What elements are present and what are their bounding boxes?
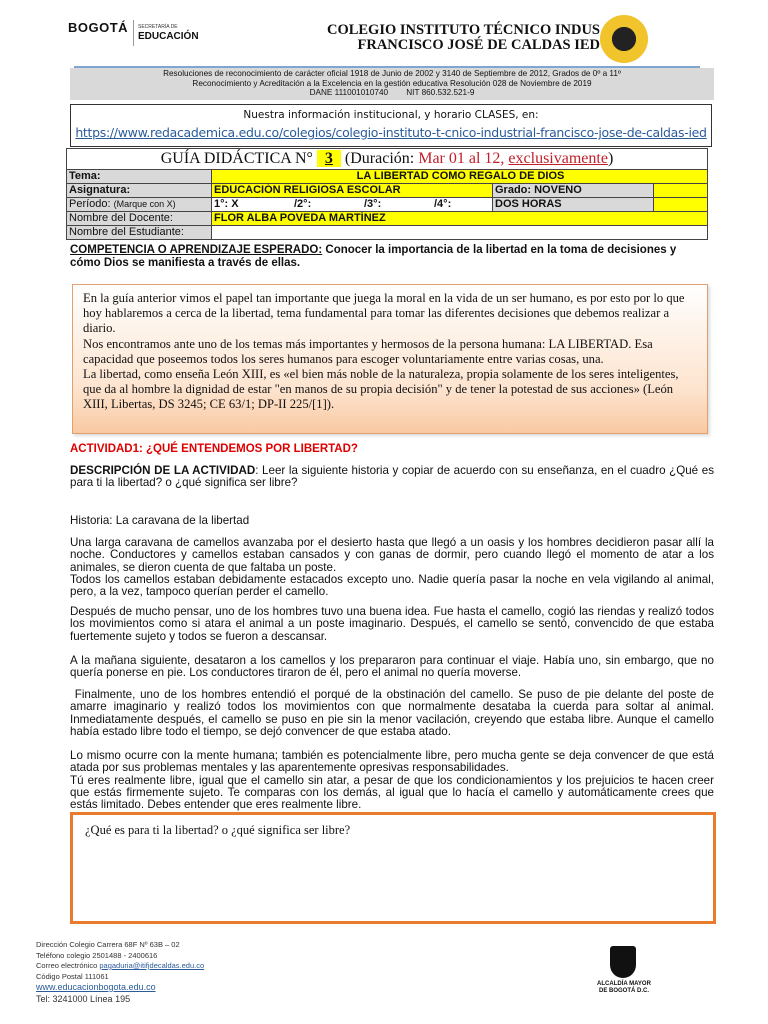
story-block-1 bbox=[70, 537, 714, 598]
intro-paragraph: En la guía anterior vimos el papel tan importante que juega la moral en la vida de un ser humano, es por esto por lo que hoy hablaremos a cerca de la libertad, tema fundamental para tomar las diferentes decisiones que debemos realizar a diario. bbox=[83, 291, 685, 336]
footer-email-row bbox=[36, 961, 204, 972]
docente-value: FLOR ALBA POVEDA MARTÍNEZ bbox=[212, 212, 707, 225]
email-link[interactable]: pagaduria@itifjdecaldas.edu.co bbox=[99, 961, 205, 970]
competencia-text: Conocer la importancia de la libertad en la toma de decisiones y cómo Dios se manifiesta a través de ellas. bbox=[70, 244, 677, 269]
activity-description bbox=[70, 465, 714, 490]
periodo-2[interactable]: /2°: bbox=[294, 198, 312, 210]
story-paragraph: Tú eres realmente libre, igual que el camello sin atar, a pesar de que los condicionamientos y los prejuicios te hacen creer que estás firmemente sujeto. Te comparas con los demás, al igual que lo hacía el camello y automáticamente crees que estás limitado. Debes entender que eres realmente libre. bbox=[70, 773, 714, 812]
intro-box bbox=[72, 284, 708, 434]
asignatura-label: Asignatura: bbox=[67, 184, 212, 197]
docente-label: Nombre del Docente: bbox=[67, 212, 212, 225]
guide-title-prefix: GUÍA DIDÁCTICA N° bbox=[160, 150, 313, 167]
secretaria-label: SECRETARÍA DE bbox=[138, 24, 178, 30]
story-block-2 bbox=[70, 750, 714, 811]
answer-prompt: ¿Qué es para ti la libertad? o ¿qué significa ser libre? bbox=[85, 823, 351, 837]
horas-extra bbox=[654, 198, 707, 211]
footer-phone: Teléfono colegio 2501488 - 2400616 bbox=[36, 950, 158, 960]
duration-exclusive: exclusivamente bbox=[508, 150, 608, 167]
description-text: : Leer la siguiente historia y copiar de acuerdo con su enseñanza, en el cuadro ¿Qué es para ti la libertad? o ¿qué significa ser libre? bbox=[70, 464, 714, 490]
story-paragraph: A la mañana siguiente, desataron a los camellos y los prepararon para continuar el viaje. Había uno, sin embargo, que no quería ponerse en pie. Los conductores tiraron de él, pero el animal no quería moverse. bbox=[70, 654, 714, 680]
periodo-3[interactable]: /3°: bbox=[364, 198, 382, 210]
story-paragraph: Finalmente, uno de los hombres entendió el porqué de la obstinación del camello. Se puso de pie delante del poste de amarre imaginario y realizó todos los movimientos con que normalmente desataba la cuerda para soltar al animal. Inmediatamente después, el camello se puso en pie sin la menor vacilación, creyendo que estaba libre. Aunque el camello había estado libre todo el tiempo, se dejó convencer de que estaba atado. bbox=[70, 688, 718, 738]
duration-close: ) bbox=[607, 150, 614, 167]
story-paragraph: Después de mucho pensar, uno de los hombres tuvo una buena idea. Fue hasta el camello, cogió las riendas y realizó todos los movimientos como si atara el animal a un poste imaginario. Después, el camello se sentó, convencido de que estaba fuertemente sujeto y todos se fueron a descansar. bbox=[70, 605, 714, 643]
info-link[interactable]: https://www.redacademica.edu.co/colegios/colegio-instituto-t-cnico-industrial-francisco-jose-de-caldas-ied bbox=[75, 125, 707, 140]
intro-paragraph: La libertad, como enseña León XIII, es «el bien más noble de la naturaleza, propia solamente de los seres inteligentes, que da al hombre la dignidad de estar "en manos de su propia decisión" y de tener la potestad de sus acciones» (León XIII, Libertas, DS 3245; CE 63/1; DP-II 225/[1]). bbox=[83, 367, 679, 412]
alcaldia-logo-text bbox=[584, 981, 664, 995]
school-name-line1: COLEGIO INSTITUTO TÉCNICO INDUS bbox=[326, 22, 600, 38]
duration-label: (Duración: bbox=[344, 150, 415, 167]
duration-dates: Mar 01 al 12, bbox=[418, 150, 505, 167]
description-label: DESCRIPCIÓN DE LA ACTIVIDAD bbox=[70, 464, 256, 477]
guide-title bbox=[67, 149, 707, 169]
educacion-logo: EDUCACIÓN bbox=[138, 31, 199, 42]
school-name-line2: FRANCISCO JOSÉ DE CALDAS IED bbox=[357, 37, 600, 53]
guide-table bbox=[66, 148, 708, 240]
tema-label: Tema: bbox=[67, 170, 212, 183]
alcaldia-line2: DE BOGOTÁ D.C. bbox=[598, 988, 649, 994]
bogota-logo: BOGOTÁ bbox=[68, 20, 129, 35]
horas-value: DOS HORAS bbox=[493, 198, 654, 211]
resolution-line: Resoluciones de reconocimiento de carácter oficial 1918 de Junio de 2002 y 3140 de Septiembre de 2012, Grados de 0º a 11º bbox=[163, 69, 621, 78]
activity-title: ACTIVIDAD1: ¿QUÉ ENTENDEMOS POR LIBERTAD? bbox=[70, 443, 358, 455]
periodo-1[interactable]: 1°: X bbox=[214, 198, 239, 210]
resolutions-box bbox=[70, 68, 714, 100]
alcaldia-line1: ALCALDÍA MAYOR bbox=[597, 981, 651, 987]
estudiante-field[interactable] bbox=[212, 226, 707, 239]
asignatura-value: EDUCACIÓN RELIGIOSA ESCOLAR bbox=[212, 184, 493, 197]
info-text: Nuestra información institucional, y horario CLASES, en: bbox=[243, 109, 539, 121]
grado-extra bbox=[654, 184, 707, 197]
row-tema bbox=[67, 169, 707, 183]
resolution-line: Reconocimiento y Acreditación a la Excelencia en la gestión educativa Resolución 028 de Noviembre de 2019 bbox=[192, 78, 592, 88]
story-paragraph: Lo mismo ocurre con la mente humana; también es potencialmente libre, pero mucha gente se deja convencer de que está atada por sus problemas mentales y las aparentemente opresivas responsabilidades. bbox=[70, 749, 714, 775]
footer-tel: Tel: 3241000 Línea 195 bbox=[36, 993, 131, 1004]
story-paragraph: Una larga caravana de camellos avanzaba por el desierto hasta que llegó a un oasis y los hombres decidieron pasar allí la noche. Conductores y camellos estaban cansados y con ganas de dormir, pero cuando llegó el momento de atar a los animales, se dieron cuenta de que faltaba un poste. bbox=[70, 536, 714, 574]
bogota-shield-icon bbox=[610, 946, 636, 978]
story-paragraph: Todos los camellos estaban debidamente estacados excepto uno. Nadie quería pasar la noche en vela vigilando al animal, pero, a la vez, tampoco querían perder el camello. bbox=[70, 572, 714, 599]
story-title: Historia: La caravana de la libertad bbox=[70, 514, 250, 527]
row-estudiante bbox=[67, 225, 707, 239]
info-box bbox=[70, 104, 712, 147]
guide-number: 3 bbox=[317, 150, 341, 167]
footer-address: Dirección Colegio Carrera 68F Nº 63B – 02 bbox=[36, 940, 180, 949]
school-seal-icon bbox=[600, 15, 648, 63]
tema-value: LA LIBERTAD COMO REGALO DE DIOS bbox=[212, 170, 707, 183]
row-asignatura bbox=[67, 183, 707, 197]
periodo-options bbox=[212, 198, 493, 211]
email-label: Correo electrónico bbox=[36, 961, 100, 970]
competencia-label: COMPETENCIA O APRENDIZAJE ESPERADO: bbox=[70, 244, 323, 256]
footer-postal: Código Postal 111061 bbox=[36, 971, 109, 981]
footer-contact bbox=[36, 940, 204, 1004]
row-periodo bbox=[67, 197, 707, 211]
estudiante-label: Nombre del Estudiante: bbox=[67, 226, 212, 239]
grado-value: Grado: NOVENO bbox=[493, 184, 654, 197]
logo-divider bbox=[133, 20, 134, 46]
website-link[interactable]: www.educacionbogota.edu.co bbox=[36, 982, 156, 992]
intro-paragraph: Nos encontramos ante uno de los temas más importantes y hermosos de la persona humana: LA LIBERTAD. Esa capacidad que poseemos todos los seres humanos para escoger voluntariamente entre varias cosas, una. bbox=[83, 336, 653, 366]
resolution-line: DANE 111001010740 NIT 860.532.521-9 bbox=[309, 88, 475, 97]
row-docente bbox=[67, 211, 707, 225]
periodo-label: Período: (Marque con X) bbox=[67, 198, 212, 211]
periodo-4[interactable]: /4°: bbox=[434, 198, 452, 210]
competencia bbox=[70, 244, 710, 270]
answer-box[interactable] bbox=[70, 812, 716, 924]
